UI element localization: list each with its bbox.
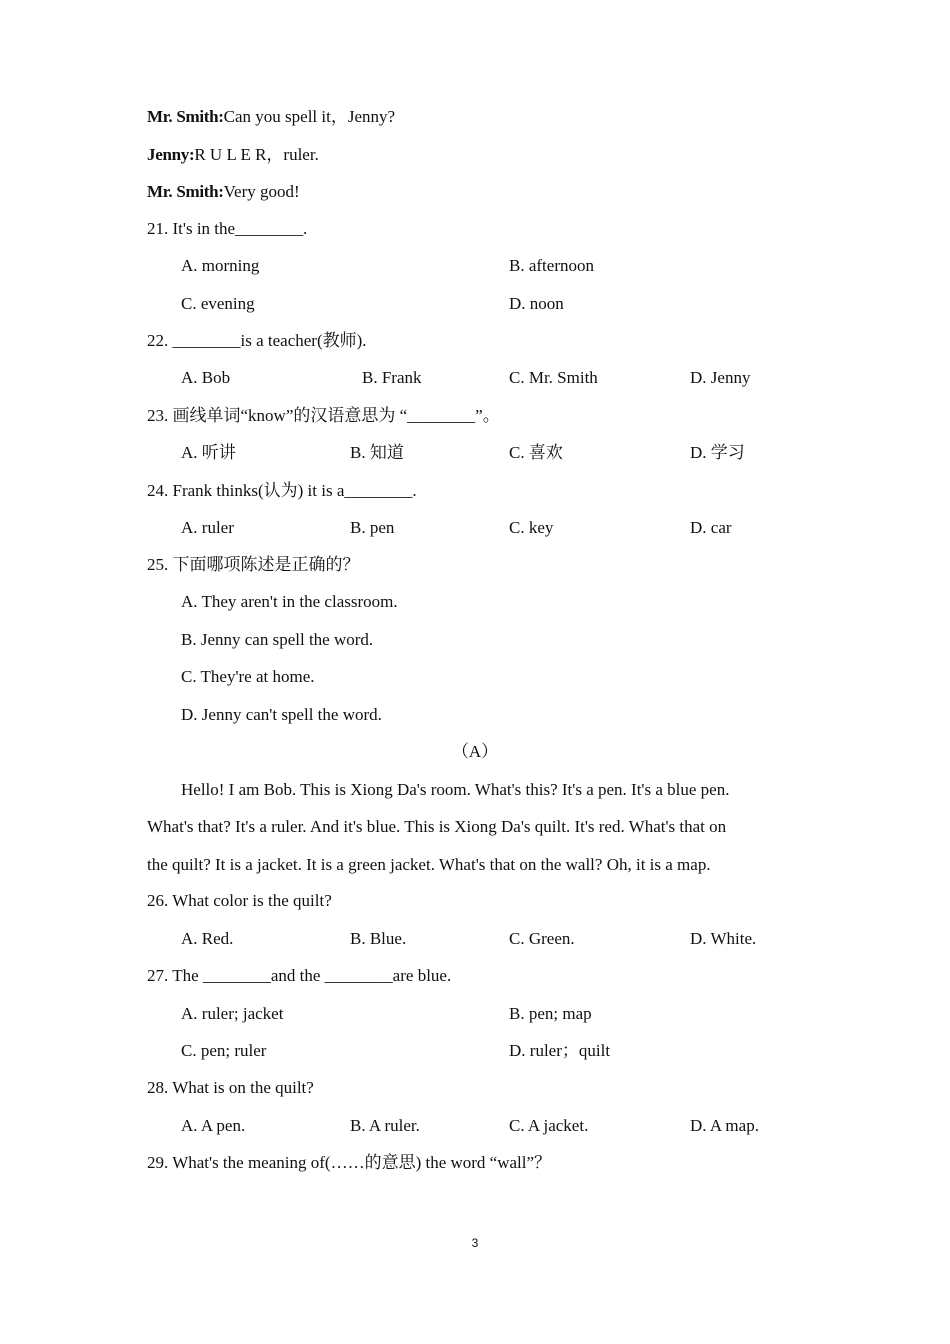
q23-option-b: B. 知道: [350, 443, 404, 462]
q23-option-d: D. 学习: [690, 443, 745, 462]
q21-option-b: B. afternoon: [509, 256, 594, 275]
q22-option-a: A. Bob: [181, 368, 231, 387]
section-a-title: （A）: [451, 742, 499, 761]
dialogue-line-3: [147, 181, 300, 203]
q27-option-a: A. ruler; jacket: [181, 1004, 284, 1023]
q25-option-d: D. Jenny can't spell the word.: [181, 705, 382, 724]
q26-option-c: C. Green.: [509, 929, 575, 948]
q27-option-d: D. ruler；quilt: [509, 1041, 611, 1060]
q25-option-c: C. They're at home.: [181, 667, 315, 686]
q21-option-c: C. evening: [181, 294, 255, 313]
q28-option-a: A. A pen.: [181, 1116, 246, 1135]
dialogue-text: Very good!: [223, 182, 300, 201]
question-21-stem: 21. It's in the________.: [147, 219, 308, 238]
q25-option-b: B. Jenny can spell the word.: [181, 630, 374, 649]
page-number: 3: [471, 1236, 479, 1250]
q21-option-a: A. morning: [181, 256, 260, 275]
q26-option-b: B. Blue.: [350, 929, 407, 948]
q24-option-c: C. key: [509, 518, 554, 537]
q22-option-b: B. Frank: [362, 368, 422, 387]
q22-option-c: C. Mr. Smith: [509, 368, 598, 387]
speaker-name: Jenny:: [147, 145, 195, 164]
q25-option-a: A. They aren't in the classroom.: [181, 592, 398, 611]
q23-option-c: C. 喜欢: [509, 443, 563, 462]
q23-option-a: A. 听讲: [181, 443, 236, 462]
q28-option-d: D. A map.: [690, 1116, 759, 1135]
question-22-stem: 22. ________is a teacher(教师).: [147, 331, 367, 350]
dialogue-line-1: [147, 106, 395, 128]
dialogue-text: R U L E R，ruler.: [194, 145, 319, 164]
passage-line-2: What's that? It's a ruler. And it's blue. This is Xiong Da's quilt. It's red. What's that on: [147, 817, 727, 836]
question-25-stem: 25. 下面哪项陈述是正确的？: [147, 555, 360, 574]
question-26-stem: 26. What color is the quilt?: [147, 891, 332, 910]
speaker-name: Mr. Smith:: [147, 182, 224, 201]
q21-option-d: D. noon: [509, 294, 564, 313]
passage-line-1: Hello! I am Bob. This is Xiong Da's room. What's this? It's a pen. It's a blue pen.: [181, 780, 730, 799]
dialogue-text: Can you spell it，Jenny?: [223, 107, 396, 126]
question-29-stem: 29. What's the meaning of(……的意思) the word “wall”？: [147, 1153, 552, 1172]
question-24-stem: 24. Frank thinks(认为) it is a________.: [147, 481, 417, 500]
q24-option-d: D. car: [690, 518, 732, 537]
passage-line-3: the quilt? It is a jacket. It is a green jacket. What's that on the wall? Oh, it is a map.: [147, 855, 711, 874]
dialogue-line-2: [147, 144, 319, 166]
q24-option-a: A. ruler: [181, 518, 234, 537]
q26-option-d: D. White.: [690, 929, 757, 948]
q27-option-b: B. pen; map: [509, 1004, 592, 1023]
q26-option-a: A. Red.: [181, 929, 234, 948]
q27-option-c: C. pen; ruler: [181, 1041, 267, 1060]
q28-option-b: B. A ruler.: [350, 1116, 420, 1135]
speaker-name: Mr. Smith:: [147, 107, 224, 126]
q28-option-c: C. A jacket.: [509, 1116, 589, 1135]
question-27-stem: 27. The ________and the ________are blue.: [147, 966, 452, 985]
q22-option-d: D. Jenny: [690, 368, 751, 387]
question-28-stem: 28. What is on the quilt?: [147, 1078, 314, 1097]
q24-option-b: B. pen: [350, 518, 395, 537]
question-23-stem: 23. 画线单词“know”的汉语意思为 “________”。: [147, 406, 500, 425]
